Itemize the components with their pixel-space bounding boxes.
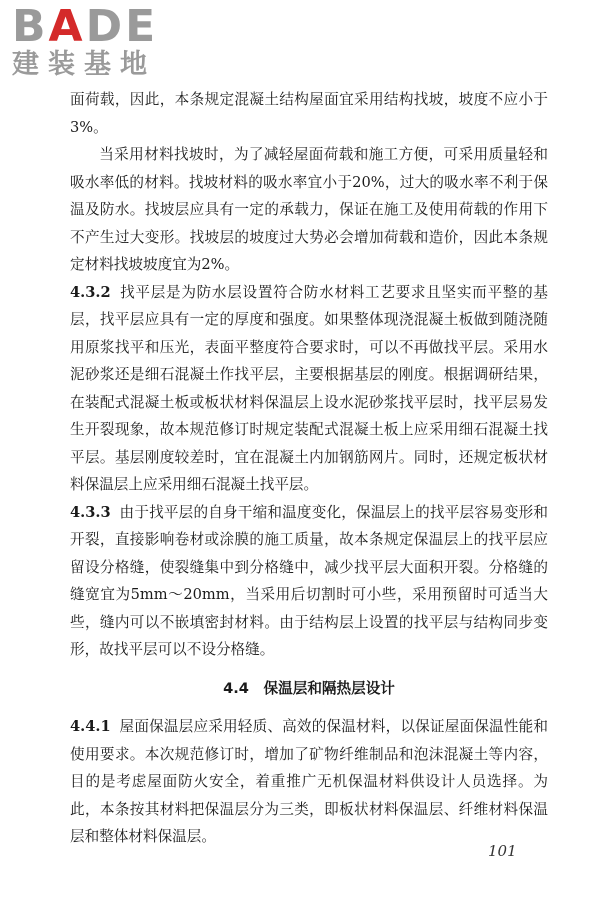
clause-4-3-2 [70, 279, 548, 499]
clause-4-4-1 [70, 713, 548, 851]
watermark-brand-a: A [48, 1, 86, 52]
clause-text: 屋面保温层应采用轻质、高效的保温材料，以保证屋面保温性能和使用要求。本次规范修订时，增加了矿物纤维制品和泡沫混凝土等内容，目的是考虑屋面防火安全，着重推广无机保温材料供设计人员选择。为此，本条按其材料把保温层分为三类，即板状材料保温层、纤维材料保温层和整体材料保温层。 [70, 718, 548, 845]
paragraph-continuation: 面荷载，因此，本条规定混凝土结构屋面宜采用结构找坡，坡度不应小于3%。 [70, 91, 548, 136]
watermark-brand-b: B [12, 1, 49, 52]
watermark-brand [12, 1, 159, 52]
clause-number: 4.3.2 [70, 283, 111, 301]
section-heading-4-4: 4.4 保温层和隔热层设计 [223, 679, 395, 697]
clause-number: 4.3.3 [70, 503, 111, 521]
paragraph-material-slope: 当采用材料找坡时，为了减轻屋面荷载和施工方便，可采用质量轻和吸水率低的材料。找坡材料的吸水率宜小于20%，过大的吸水率不利于保温及防水。找坡层应具有一定的承载力，保证在施工及使用荷载的作用下不产生过大变形。找坡层的坡度过大势必会增加荷载和造价，因此本条规定材料找坡坡度宜为2%。 [70, 146, 548, 273]
watermark-subtitle: 建装基地 [12, 49, 156, 80]
page-number: 101 [488, 842, 517, 860]
clause-text: 由于找平层的自身干缩和温度变化，保温层上的找平层容易变形和开裂，直接影响卷材或涂膜的施工质量，故本条规定保温层上的找平层应留设分格缝，使裂缝集中到分格缝中，减少找平层大面积开裂。分格缝的缝宽宜为5mm～20mm，当采用后切割时可小些，采用预留时可适当大些，缝内可以不嵌填密封材料。由于结构层上设置的找平层与结构同步变形，故找平层可以不设分格缝。 [70, 503, 548, 658]
clause-number: 4.4.1 [70, 718, 111, 735]
document-body [70, 86, 548, 851]
clause-4-3-3 [70, 499, 548, 664]
watermark-brand-de: DE [85, 1, 159, 52]
watermark-logo [12, 1, 159, 80]
clause-text: 找平层是为防水层设置符合防水材料工艺要求且坚实而平整的基层，找平层应具有一定的厚度和强度。如果整体现浇混凝土板做到随浇随用原浆找平和压光，表面平整度符合要求时，可以不再做找平层。采用水泥砂浆还是细石混凝土作找平层，主要根据基层的刚度。根据调研结果，在装配式混凝土板或板状材料保温层上设水泥砂浆找平层时，找平层易发生开裂现象，故本规范修订时规定装配式混凝土板上应采用细石混凝土找平层。基层刚度较差时，宜在混凝土内加钢筋网片。同时，还规定板状材料保温层上应采用细石混凝土找平层。 [70, 283, 548, 493]
